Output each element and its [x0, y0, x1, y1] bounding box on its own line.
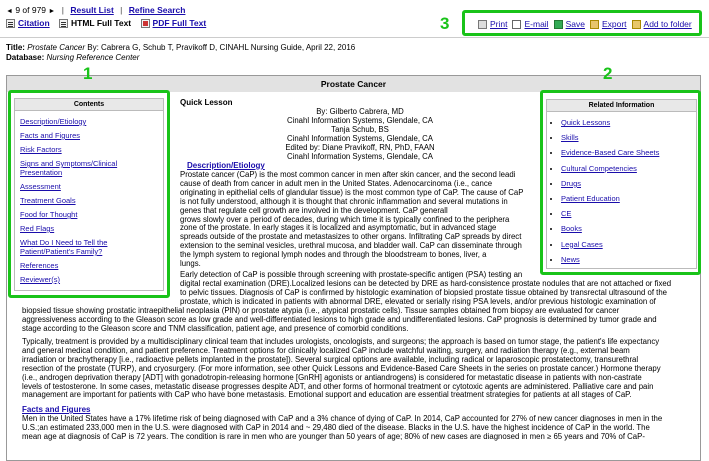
top-navigation: ◄ 9 of 979 ► | Result List | Refine Search: [6, 5, 186, 15]
author-block: [250, 108, 470, 161]
paragraph-treatment: Typically, treatment is provided by a multidisciplinary clinical team that includes urologists, oncologists, and surgeons; the approach is based on tumor stage, the patient's life expectancy and general medical condition, and patient preference. Treatment options for clinically localized CaP include watchful waiting, surgery, and radiation therapy (e.g., external beam irradiation or brachytherapy [i.e., radioactive pellets implanted in the prostate]). Several surgical options are available, including radical or laparoscopic prostatectomy, transurethral resection of the prostate (TURP), and cryosurgery. (For more information, see other Quick Lessons and Evidence-Based Care Sheets in the series on prostate cancer.) Hormone therapy (i.e., androgen deprivation therapy [ADT] with gonadotropin-releasing hormone [GnRH] agonists or antiandrogens) is considered for metastatic disease in patients with non-castrate levels of testosterone. In some cases, metastatic disease progresses despite ADT, and other forms of hormonal treatment or cytotoxic agents are administered. Palliative care and pain management are important for patients with CaP who have bone metastasis. Emotional support and education are essential treatment strategies for patients at all stages of CaP.: [22, 338, 661, 400]
toc-link[interactable]: Assessment: [20, 182, 61, 191]
related-item[interactable]: • CE: [561, 209, 696, 218]
related-item[interactable]: • News: [561, 255, 696, 264]
toc-link[interactable]: Risk Factors: [20, 145, 62, 154]
toc-link[interactable]: Description/Etiology: [20, 117, 87, 126]
add-to-folder-button[interactable]: Add to folder: [632, 19, 692, 29]
callout-1: 1: [83, 64, 93, 83]
related-item[interactable]: • Patient Education: [561, 194, 696, 203]
citation-icon: [6, 19, 15, 28]
format-tabs: [6, 18, 213, 30]
paragraph-detection-rest: digital rectal examination (DRE).Localized lesions can be detected by DRE as hard-consistence prostate nodules that are not attached or fixed to pelvic tissues. Diagnosis of CaP is confirmed by histologic examination of biopsied prostate tissue obtained by transrectal ultrasound of the prostate, which is indicated in patients with abnormal DRE, elevated or serially rising PSA levels, and/or previous histologic examination of: [180, 280, 672, 306]
toc-link[interactable]: References: [20, 261, 59, 270]
related-item[interactable]: • Skills: [561, 133, 696, 142]
nav-arrow-icon[interactable]: ◄: [6, 8, 13, 15]
author-line: By: Gilberto Cabrera, MD: [316, 107, 404, 116]
save-button[interactable]: Save: [554, 19, 585, 29]
toc-link[interactable]: Food for Thought: [20, 210, 78, 219]
result-list-link[interactable]: Result List: [70, 5, 114, 15]
paragraph-detection-line1: Early detection of CaP is possible through screening with prostate-specific antigen (PSA) testing an: [180, 271, 523, 279]
author-line: Tanja Schub, BS: [331, 124, 389, 134]
tab-citation[interactable]: Citation: [6, 18, 50, 28]
save-icon: [554, 20, 563, 29]
email-icon: [512, 20, 521, 29]
printer-icon: [478, 20, 487, 29]
related-highlight-box: [540, 90, 701, 275]
toc-link[interactable]: What Do I Need to Tell the Patient/Patient's Family?: [20, 238, 108, 256]
pdf-icon: [141, 19, 150, 28]
tab-pdf-full-text[interactable]: PDF Full Text: [141, 18, 207, 28]
section-description-etiology[interactable]: Description/Etiology: [187, 161, 265, 170]
related-item[interactable]: • Books: [561, 224, 696, 233]
record-counter: 9 of 979: [15, 5, 47, 15]
toc-link[interactable]: Red Flags: [20, 224, 55, 233]
paragraph-facts: Men in the United States have a 17% lifetime risk of being diagnosed with CaP and a 3% chance of dying of CaP. In 2014, CaP accounted for 27% of new cancer diagnoses in men in the U.S.;an estimated 233,000 men in the U.S. were diagnosed with CaP in 2014 and ~ 29,480 died of the disease. Blacks in the U.S. have the highest incidence of CaP in the world. The mean age at diagnosis of CaP is 72 years. The condition is rare in men who are younger than 50 years of age; 80% of new cases are diagnosed in men ≥ 65 years and 70% of CaP-: [22, 415, 663, 441]
database-line: Database: Nursing Reference Center: [6, 53, 140, 62]
related-item[interactable]: • Quick Lessons: [561, 118, 696, 127]
article-heading: Prostate Cancer: [7, 76, 700, 92]
toc-link[interactable]: Signs and Symptoms/Clinical Presentation: [20, 159, 118, 177]
author-line: Cinahl Information Systems, Glendale, CA: [286, 115, 434, 125]
section-facts-and-figures[interactable]: Facts and Figures: [22, 405, 91, 414]
export-button[interactable]: Export: [590, 19, 627, 29]
tab-html-full-text[interactable]: HTML Full Text: [59, 18, 131, 28]
author-line: Cinahl Information Systems, Glendale, CA: [286, 151, 434, 161]
related-header: Related Information: [547, 100, 696, 112]
print-button[interactable]: Print: [478, 19, 507, 29]
related-item[interactable]: • Drugs: [561, 179, 696, 188]
toc-link[interactable]: Facts and Figures: [20, 131, 81, 140]
related-item[interactable]: • Cultural Competencies: [561, 164, 696, 173]
contents-header: Contents: [15, 99, 163, 111]
toc-link[interactable]: Reviewer(s): [20, 275, 61, 284]
refine-search-link[interactable]: Refine Search: [128, 5, 186, 15]
contents-list: [15, 111, 163, 284]
export-icon: [590, 20, 599, 29]
related-item[interactable]: • Legal Cases: [561, 240, 696, 249]
record-metadata: [6, 43, 355, 63]
title-line: Title: Prostate Cancer By: Cabrera G, Schub T, Pravikoff D, CINAHL Nursing Guide, April 22, 2016: [6, 43, 356, 52]
html-document-icon: [59, 19, 68, 28]
nav-arrow-right-icon[interactable]: ►: [48, 8, 56, 15]
related-list: [547, 112, 696, 264]
author-line: Edited by: Diane Pravikoff, RN, PhD, FAAN: [285, 142, 435, 152]
folder-icon: [632, 20, 641, 29]
paragraph-detection-full: biopsied tissue showing prostatic intraepithelial neoplasia (PIN) or prostate atypia (i.e., atypical prostatic cells). Tissue samples obtained from biopsy are evaluated for cancer aggressiveness according to the Gleason score as low grade and well-differentiated lesions to high grade and undifferentiated lesions. CaP prognosis is determined by tumor grade and stage according to the Gleason score and TNM classification, patient age, and presence of comorbid conditions.: [22, 307, 657, 333]
toc-link[interactable]: Treatment Goals: [20, 196, 76, 205]
related-information-panel: [546, 99, 697, 269]
related-item[interactable]: • Evidence-Based Care Sheets: [561, 148, 696, 157]
quick-lesson-label: Quick Lesson: [180, 98, 233, 107]
contents-panel: [14, 98, 164, 291]
author-line: Cinahl Information Systems, Glendale, CA: [286, 133, 434, 143]
email-button[interactable]: E-mail: [512, 19, 548, 29]
callout-3: 3: [440, 14, 450, 33]
callout-2: 2: [603, 64, 613, 83]
header-divider: [0, 37, 709, 38]
contents-highlight-box: [8, 90, 170, 298]
paragraph-description: Prostate cancer (CaP) is the most common cancer in men after skin cancer, and the second leadi cause of death from cancer in adult men in the United States. Adenocarcinoma (i.e., cance originating in epithelial cells of glandular tissue) is the most common type of CaP. The cause of CaP is not fully understood, although it is thought that chronic inflammation and several mutations in genes that regulate cell growth are involved in the development. CaP generall grows slowly over a period of decades, during which time it is typically confined to the periphera zone of the prostate. In early stages it is localized and asymptomatic, but in advanced stage spreads outside of the prostate and metastasizes to other organs. Infiltrating CaP spreads by direct extension to the seminal vesicles, urethral mucosa, and bladder wall. CaP can disseminate through the lymph system to regional lymph nodes and through the bloodstream to bones, liver, a lungs.: [180, 171, 524, 269]
toolbar-actions: [478, 19, 692, 29]
